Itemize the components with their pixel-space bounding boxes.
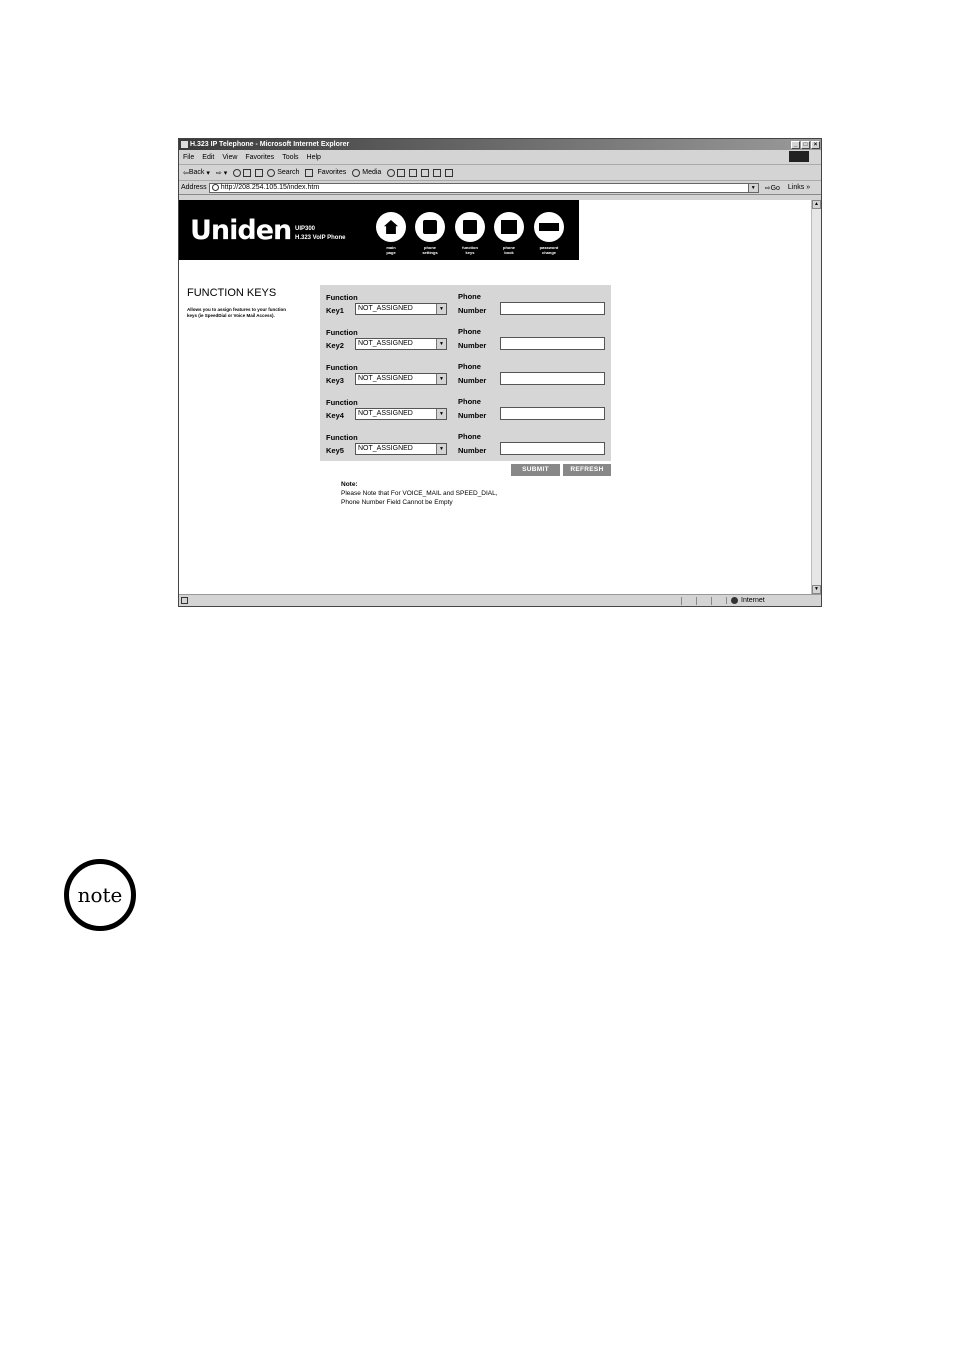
page-title: FUNCTION KEYS bbox=[187, 287, 277, 299]
media-icon bbox=[352, 169, 360, 177]
submit-button[interactable]: SUBMIT bbox=[511, 464, 560, 476]
dropdown-arrow-icon: ▼ bbox=[436, 444, 446, 454]
links-button[interactable]: Links » bbox=[787, 184, 811, 191]
address-bar bbox=[179, 181, 821, 195]
key1-function-select[interactable]: NOT_ASSIGNED ▼ bbox=[355, 303, 447, 315]
key1-phone-input[interactable] bbox=[500, 302, 605, 315]
address-label: Address bbox=[181, 184, 207, 191]
dropdown-arrow-icon: ▼ bbox=[436, 339, 446, 349]
security-zone: Internet bbox=[726, 597, 821, 604]
back-arrow-icon: ⇦ bbox=[183, 169, 189, 177]
menu-file[interactable]: File bbox=[183, 153, 195, 161]
media-button[interactable]: Media bbox=[352, 169, 381, 177]
go-arrow-icon: ⇨ bbox=[764, 184, 771, 192]
status-bar bbox=[179, 594, 821, 606]
favorites-icon bbox=[305, 169, 313, 177]
scroll-down-icon[interactable]: ▼ bbox=[812, 585, 821, 594]
refresh-icon[interactable] bbox=[243, 169, 251, 177]
back-button[interactable]: ⇦ Back ▾ bbox=[183, 169, 210, 177]
function-key-row: Function Key1 NOT_ASSIGNED ▼ Phone Number bbox=[320, 285, 611, 318]
menu-favorites[interactable]: Favorites bbox=[245, 153, 275, 161]
forward-button[interactable]: ⇨ ▾ bbox=[215, 169, 228, 177]
function-key-row: Function Key2 NOT_ASSIGNED ▼ Phone Number bbox=[320, 320, 611, 353]
edit-icon[interactable] bbox=[421, 169, 429, 177]
stop-icon[interactable] bbox=[233, 169, 241, 177]
form-note: Note: Please Note that For VOICE_MAIL and SPEED_DIAL, Phone Number Field Cannot be Empty bbox=[341, 481, 498, 506]
key4-function-select[interactable]: NOT_ASSIGNED ▼ bbox=[355, 408, 447, 420]
phone-icon bbox=[415, 212, 445, 242]
key3-phone-input[interactable] bbox=[500, 372, 605, 385]
search-icon bbox=[267, 169, 275, 177]
menu-edit[interactable]: Edit bbox=[202, 153, 215, 161]
book-icon bbox=[494, 212, 524, 242]
window-title: H.323 IP Telephone - Microsoft Internet Explorer bbox=[190, 141, 350, 148]
page-content bbox=[179, 200, 811, 594]
nav-password-change[interactable]: password change bbox=[529, 212, 569, 255]
refresh-button[interactable]: REFRESH bbox=[563, 464, 611, 476]
discuss-icon[interactable] bbox=[433, 169, 441, 177]
messenger-icon[interactable] bbox=[445, 169, 453, 177]
globe-icon bbox=[731, 597, 738, 604]
nav-main-page[interactable]: main page bbox=[371, 212, 411, 255]
nav-phone-book[interactable]: phone book bbox=[489, 212, 529, 255]
page-icon bbox=[212, 184, 219, 191]
function-key-row: Function Key4 NOT_ASSIGNED ▼ Phone Number bbox=[320, 390, 611, 423]
key3-function-select[interactable]: NOT_ASSIGNED ▼ bbox=[355, 373, 447, 385]
address-input[interactable] bbox=[209, 183, 759, 193]
header-banner bbox=[179, 200, 579, 260]
key4-phone-input[interactable] bbox=[500, 407, 605, 420]
menu-help[interactable]: Help bbox=[306, 153, 321, 161]
minimize-button[interactable]: _ bbox=[791, 141, 800, 149]
menu-bar bbox=[179, 150, 821, 165]
history-icon[interactable] bbox=[387, 169, 395, 177]
menu-view[interactable]: View bbox=[222, 153, 238, 161]
function-key-row: Function Key5 NOT_ASSIGNED ▼ Phone Number bbox=[320, 425, 611, 458]
function-key-row: Function Key3 NOT_ASSIGNED ▼ Phone Number bbox=[320, 355, 611, 388]
menu-tools[interactable]: Tools bbox=[282, 153, 299, 161]
uniden-logo: Uniden bbox=[190, 215, 292, 246]
browser-window bbox=[178, 138, 822, 607]
scroll-up-icon[interactable]: ▲ bbox=[812, 200, 821, 209]
dropdown-arrow-icon: ▼ bbox=[436, 374, 446, 384]
key2-phone-input[interactable] bbox=[500, 337, 605, 350]
forward-arrow-icon: ⇨ bbox=[215, 169, 222, 177]
ie-icon bbox=[181, 141, 188, 148]
key5-phone-input[interactable] bbox=[500, 442, 605, 455]
nav-phone-settings[interactable]: phone settings bbox=[410, 212, 450, 255]
favorites-button[interactable]: Favorites bbox=[305, 169, 346, 177]
password-icon bbox=[534, 212, 564, 242]
function-key-icon bbox=[455, 212, 485, 242]
address-dropdown-icon[interactable]: ▼ bbox=[748, 184, 758, 192]
note-emblem: note bbox=[64, 859, 136, 931]
vertical-scrollbar[interactable] bbox=[811, 200, 821, 594]
page-status-icon bbox=[181, 597, 188, 604]
home-icon bbox=[376, 212, 406, 242]
search-button[interactable]: Search bbox=[267, 169, 299, 177]
home-icon[interactable] bbox=[255, 169, 263, 177]
windows-logo-icon bbox=[789, 151, 809, 162]
print-icon[interactable] bbox=[409, 169, 417, 177]
key2-function-select[interactable]: NOT_ASSIGNED ▼ bbox=[355, 338, 447, 350]
toolbar bbox=[179, 165, 821, 181]
maximize-button[interactable]: □ bbox=[801, 141, 810, 149]
key5-function-select[interactable]: NOT_ASSIGNED ▼ bbox=[355, 443, 447, 455]
address-url: http://208.254.105.15/index.htm bbox=[220, 184, 320, 191]
go-button[interactable]: ⇨Go bbox=[764, 184, 780, 192]
title-bar bbox=[179, 139, 821, 150]
mail-icon[interactable] bbox=[397, 169, 405, 177]
close-button[interactable]: × bbox=[811, 141, 820, 149]
model-info: UIP300 H.323 VoIP Phone bbox=[295, 226, 346, 241]
dropdown-arrow-icon: ▼ bbox=[436, 409, 446, 419]
nav-function-keys[interactable]: function keys bbox=[450, 212, 490, 255]
page-description: Allows you to assign features to your function keys (ie SpeedDial or Voice Mail Access). bbox=[187, 307, 287, 318]
function-keys-form bbox=[320, 285, 611, 461]
dropdown-arrow-icon: ▼ bbox=[436, 304, 446, 314]
